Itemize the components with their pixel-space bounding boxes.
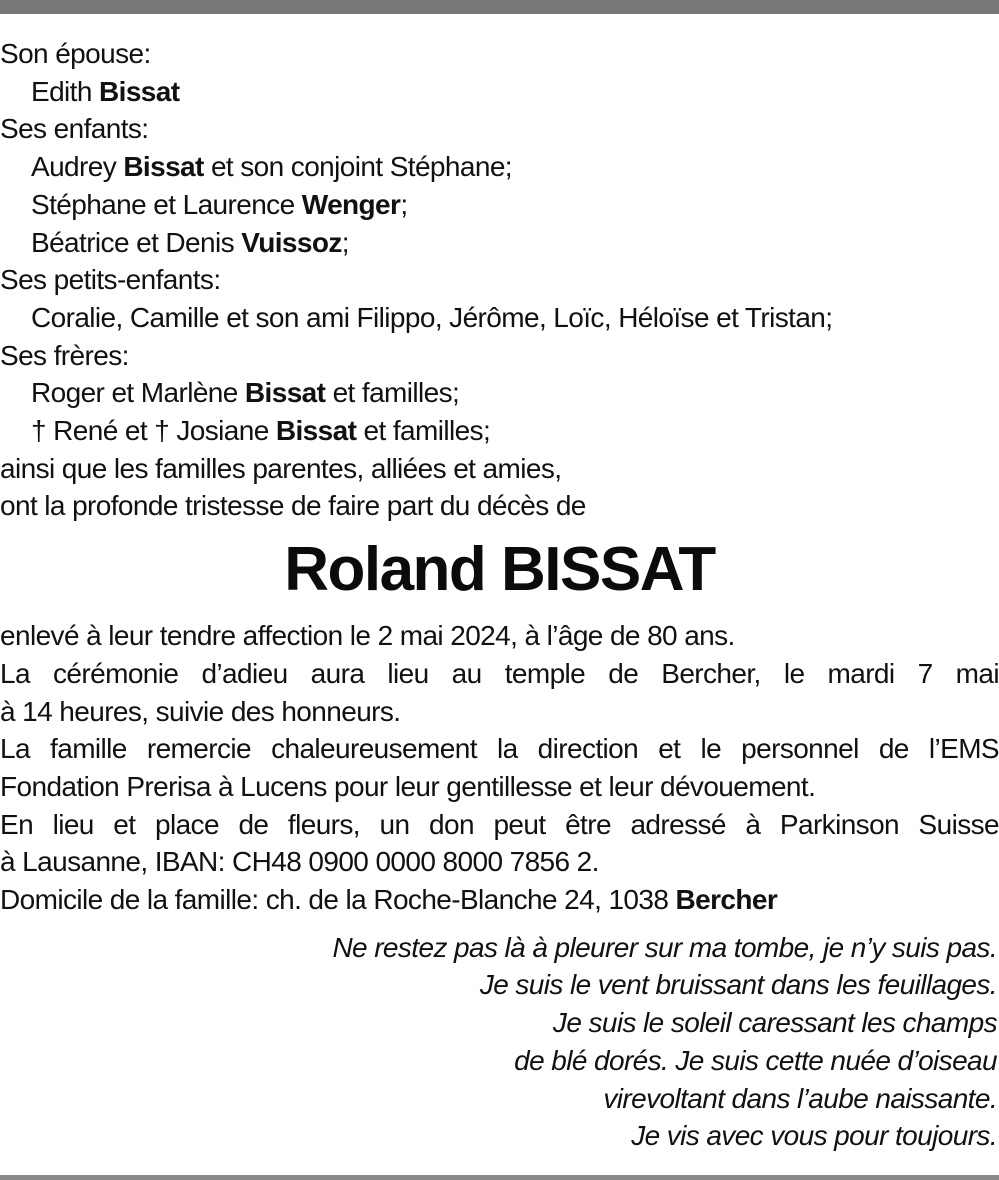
poem-line-4: de blé dorés. Je suis cette nuée d’oiseau: [514, 1044, 997, 1076]
spouse-line: [0, 73, 999, 111]
child-line-1: [0, 148, 999, 186]
sibling-2-first-names: † René et † Josiane: [31, 415, 269, 447]
child-3-last-name: Vuissoz: [241, 226, 342, 258]
domicile-line: [0, 881, 999, 919]
sibling-1-first-names: Roger et Marlène: [31, 377, 238, 409]
sibling-1-rest: et familles;: [332, 377, 460, 409]
spouse-last-name: Bissat: [99, 75, 180, 107]
child-2-punct: ;: [400, 188, 408, 220]
child-line-2: [0, 186, 999, 224]
children-heading: Ses enfants:: [0, 113, 149, 145]
domicile-address: Domicile de la famille: ch. de la Roche-Blanche 24, 1038: [0, 884, 669, 916]
ceremony-line-2: à 14 heures, suivie des honneurs.: [0, 695, 401, 727]
poem-line-2: Je suis le vent bruissant dans les feuillages.: [479, 969, 997, 1001]
siblings-heading: Ses frères:: [0, 339, 129, 371]
death-notice: [0, 35, 999, 1155]
poem-line-5: virevoltant dans l’aube naissante.: [603, 1082, 997, 1114]
child-3-first-names: Béatrice et Denis: [31, 226, 235, 258]
poem-line-6: Je vis avec vous pour toujours.: [631, 1120, 997, 1152]
top-border-rule: [0, 0, 999, 14]
grandchildren-heading: Ses petits-enfants:: [0, 264, 221, 296]
thanks-line-2: Fondation Prerisa à Lucens pour leur gentillesse et leur dévouement.: [0, 770, 816, 802]
child-1-rest: et son conjoint Stéphane;: [210, 151, 512, 183]
donation-line-1: En lieu et place de fleurs, un don peut être adressé à Parkinson Suisse: [0, 808, 999, 840]
child-2-last-name: Wenger: [301, 188, 401, 220]
announcement-line: ont la profonde tristesse de faire part du décès de: [0, 490, 586, 522]
child-1-last-name: Bissat: [123, 151, 204, 183]
sibling-line-1: [0, 374, 999, 412]
child-2-first-names: Stéphane et Laurence: [31, 188, 295, 220]
poem-line-3: Je suis le soleil caressant les champs: [552, 1007, 997, 1039]
grandchildren-list: Coralie, Camille et son ami Filippo, Jérôme, Loïc, Héloïse et Tristan;: [31, 301, 833, 333]
bottom-border-rule: [0, 1175, 999, 1180]
poem-line-1: Ne restez pas là à pleurer sur ma tombe, je n’y suis pas.: [332, 931, 997, 963]
domicile-town: Bercher: [675, 884, 778, 916]
spouse-heading: Son épouse:: [0, 38, 151, 69]
sibling-1-last-name: Bissat: [244, 377, 326, 409]
spouse-first-name: Edith: [31, 75, 92, 107]
passing-line: enlevé à leur tendre affection le 2 mai 2024, à l’âge de 80 ans.: [0, 620, 735, 652]
relatives-line: ainsi que les familles parentes, alliées et amies,: [0, 452, 562, 484]
donation-line-2: à Lausanne, IBAN: CH48 0900 0000 8000 7856 2.: [0, 846, 599, 878]
ceremony-line-1: La cérémonie d’adieu aura lieu au temple de Bercher, le mardi 7 mai: [0, 657, 999, 689]
sibling-line-2: [0, 412, 999, 450]
child-1-first-name: Audrey: [31, 151, 117, 183]
sibling-2-rest: et familles;: [363, 415, 491, 447]
thanks-line-1: La famille remercie chaleureusement la direction et le personnel de l’EMS: [0, 733, 999, 765]
child-3-punct: ;: [341, 226, 349, 258]
poem: [0, 929, 999, 1155]
sibling-2-last-name: Bissat: [275, 415, 357, 447]
child-line-3: [0, 224, 999, 262]
deceased-name-heading: Roland BISSAT: [284, 535, 715, 605]
